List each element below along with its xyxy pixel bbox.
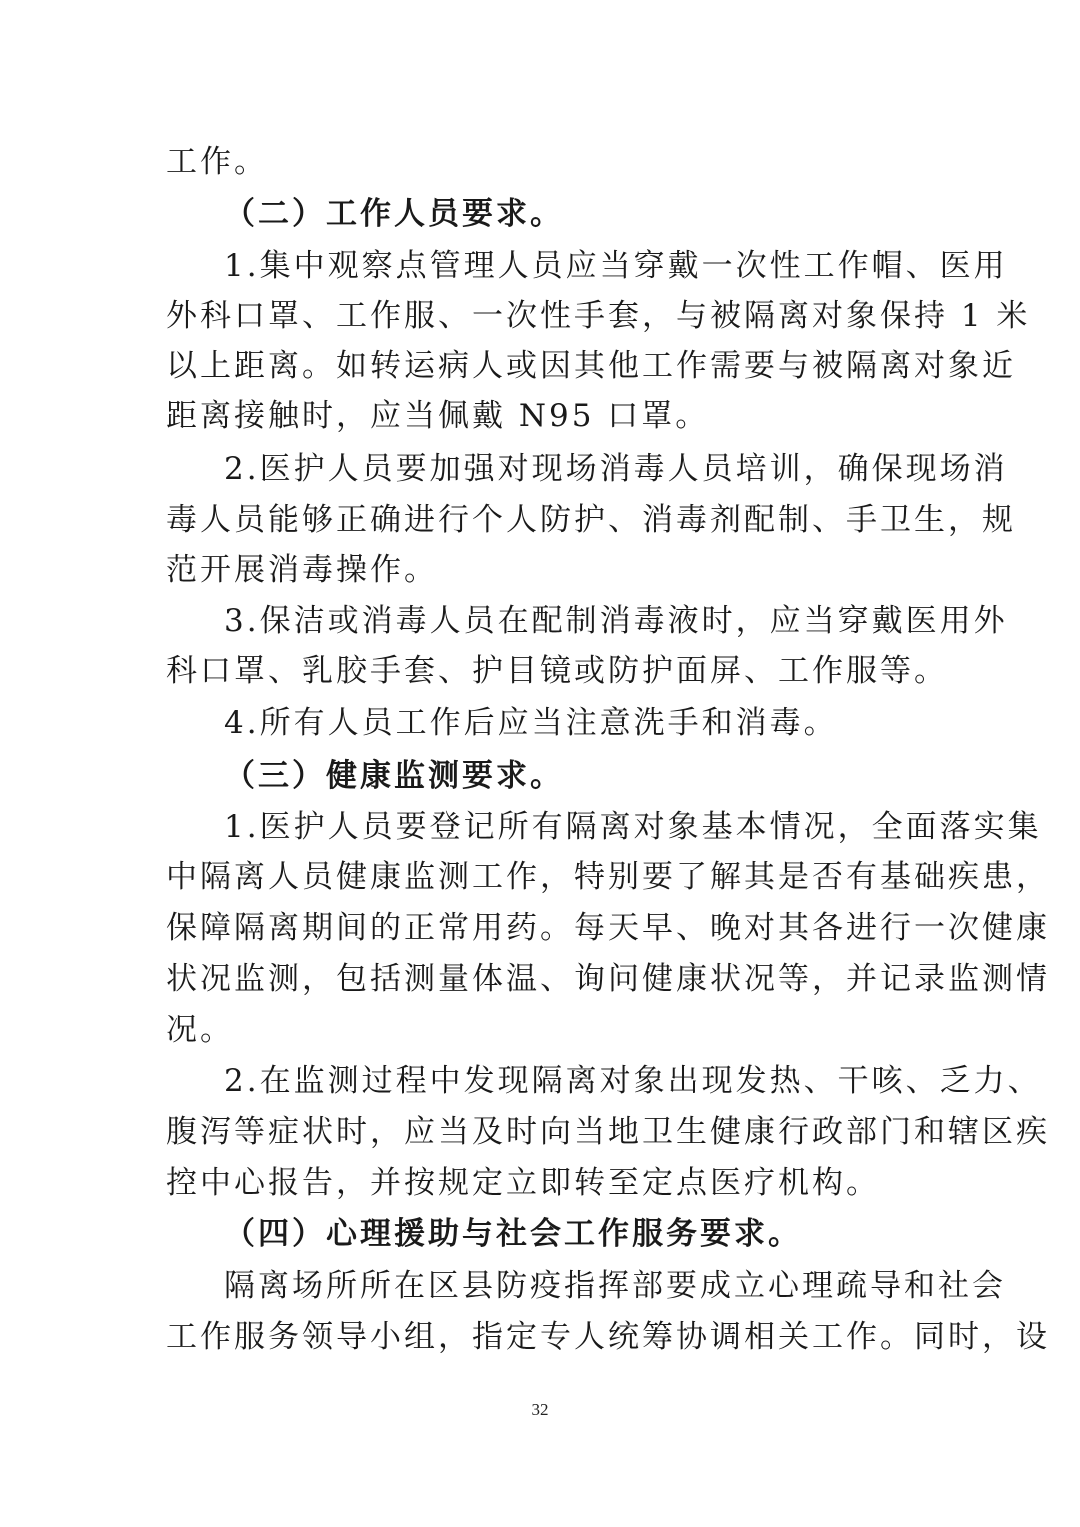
text-line: 腹泻等症状时，应当及时向当地卫生健康行政部门和辖区疾 xyxy=(166,1114,1050,1150)
text-line: 4.所有人员工作后应当注意洗手和消毒。 xyxy=(224,705,838,741)
text-line: 2.医护人员要加强对现场消毒人员培训，确保现场消 xyxy=(224,451,1008,487)
text-line: 隔离场所所在区县防疫指挥部要成立心理疏导和社会 xyxy=(224,1268,1006,1304)
text-line: 控中心报告，并按规定立即转至定点医疗机构。 xyxy=(166,1165,880,1201)
text-line: 状况监测，包括测量体温、询问健康状况等，并记录监测情 xyxy=(166,961,1050,997)
text-line: 3.保洁或消毒人员在配制消毒液时，应当穿戴医用外 xyxy=(224,603,1008,639)
text-line: 1.医护人员要登记所有隔离对象基本情况，全面落实集 xyxy=(224,809,1042,845)
text-line: 距离接触时，应当佩戴 N95 口罩。 xyxy=(166,398,710,434)
text-line: 2.在监测过程中发现隔离对象出现发热、干咳、乏力、 xyxy=(224,1063,1042,1099)
section-heading: （四）心理援助与社会工作服务要求。 xyxy=(224,1216,802,1252)
section-heading: （三）健康监测要求。 xyxy=(224,758,564,794)
text-line: 1.集中观察点管理人员应当穿戴一次性工作帽、医用 xyxy=(224,248,1008,284)
text-line: 保障隔离期间的正常用药。每天早、晚对其各进行一次健康 xyxy=(166,910,1050,946)
text-line: 外科口罩、工作服、一次性手套，与被隔离对象保持 1 米 xyxy=(166,298,1031,334)
section-heading: （二）工作人员要求。 xyxy=(224,196,564,232)
text-line: 科口罩、乳胶手套、护目镜或防护面屏、工作服等。 xyxy=(166,653,948,689)
text-line: 毒人员能够正确进行个人防护、消毒剂配制、手卫生，规 xyxy=(166,502,1016,538)
text-line: 以上距离。如转运病人或因其他工作需要与被隔离对象近 xyxy=(166,348,1016,384)
text-line: 工作服务领导小组，指定专人统筹协调相关工作。同时，设 xyxy=(166,1319,1050,1355)
text-line: 况。 xyxy=(166,1012,234,1048)
text-line: 范开展消毒操作。 xyxy=(166,552,438,588)
text-line: 工作。 xyxy=(166,144,268,180)
page-number: 32 xyxy=(531,1400,549,1419)
text-line: 中隔离人员健康监测工作，特别要了解其是否有基础疾患， xyxy=(166,859,1050,895)
